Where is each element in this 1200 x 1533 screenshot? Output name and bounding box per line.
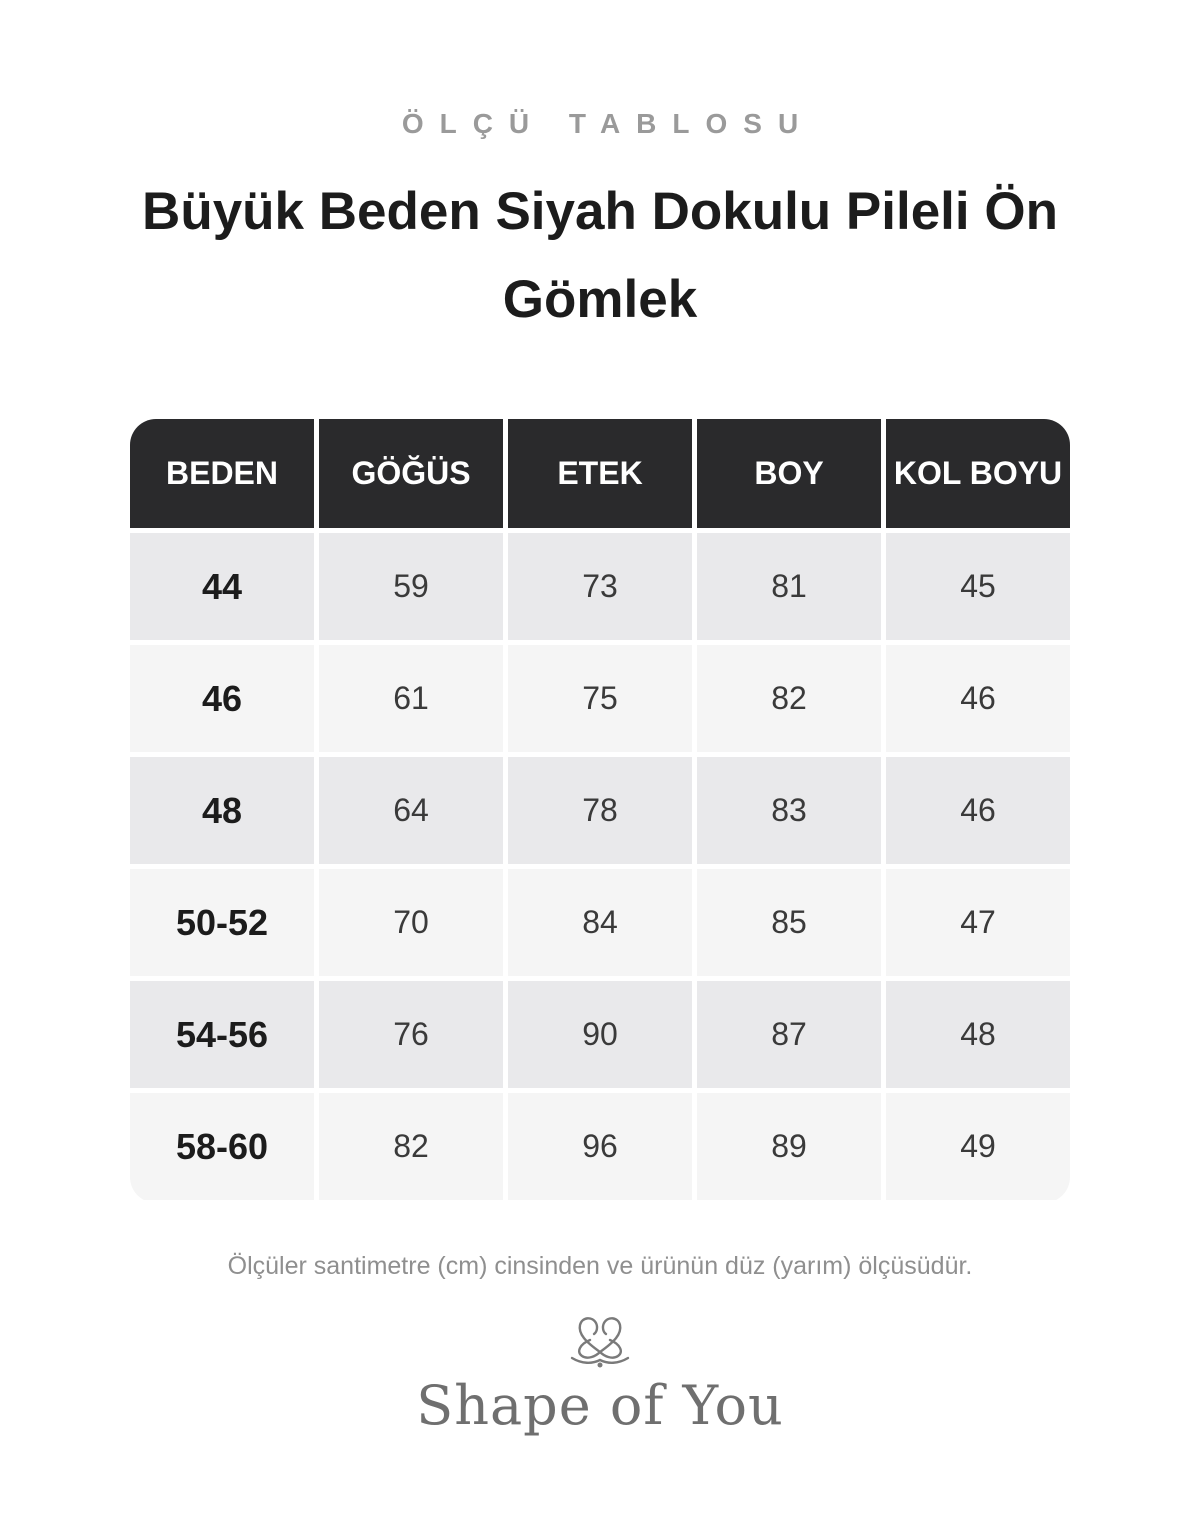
- etek-cell: 96: [508, 1093, 692, 1200]
- size-cell: 54-56: [130, 981, 314, 1088]
- boy-cell: 83: [697, 757, 881, 864]
- kol-boyu-cell: 48: [886, 981, 1070, 1088]
- gogus-cell: 70: [319, 869, 503, 976]
- measurement-note: Ölçüler santimetre (cm) cinsinden ve ürünün düz (yarım) ölçüsüdür.: [227, 1252, 973, 1280]
- boy-cell: 85: [697, 869, 881, 976]
- etek-cell: 75: [508, 645, 692, 752]
- column-header-kol-boyu: KOL BOYU: [886, 419, 1070, 528]
- table-row: [130, 1093, 1070, 1200]
- column-header-boy: BOY: [697, 419, 881, 528]
- size-cell: 50-52: [130, 869, 314, 976]
- double-heart-logo-icon: [568, 1312, 632, 1372]
- etek-cell: 78: [508, 757, 692, 864]
- size-cell: 58-60: [130, 1093, 314, 1200]
- boy-cell: 89: [697, 1093, 881, 1200]
- boy-cell: 87: [697, 981, 881, 1088]
- kol-boyu-cell: 46: [886, 645, 1070, 752]
- gogus-cell: 64: [319, 757, 503, 864]
- etek-cell: 84: [508, 869, 692, 976]
- etek-cell: 90: [508, 981, 692, 1088]
- column-header-etek: ETEK: [508, 419, 692, 528]
- size-cell: 48: [130, 757, 314, 864]
- gogus-cell: 61: [319, 645, 503, 752]
- gogus-cell: 59: [319, 533, 503, 640]
- gogus-cell: 76: [319, 981, 503, 1088]
- boy-cell: 81: [697, 533, 881, 640]
- eyebrow-label: ÖLÇÜ TABLOSU: [401, 108, 815, 139]
- kol-boyu-cell: 47: [886, 869, 1070, 976]
- page-title: Büyük Beden Siyah Dokulu Pileli Ön Gömlek: [142, 182, 1058, 329]
- size-cell: 46: [130, 645, 314, 752]
- size-table-container: [130, 419, 1070, 1203]
- size-table: [130, 419, 1070, 1203]
- kol-boyu-cell: 46: [886, 757, 1070, 864]
- table-row: [130, 869, 1070, 976]
- table-header-row: [130, 419, 1070, 528]
- gogus-cell: 82: [319, 1093, 503, 1200]
- column-header-gogus: GÖĞÜS: [319, 419, 503, 528]
- size-cell: 44: [130, 533, 314, 640]
- table-row: [130, 533, 1070, 640]
- table-row: [130, 981, 1070, 1088]
- table-row: [130, 645, 1070, 752]
- column-header-beden: BEDEN: [130, 419, 314, 528]
- brand-logo-text: Shape of You: [416, 1374, 784, 1437]
- boy-cell: 82: [697, 645, 881, 752]
- etek-cell: 73: [508, 533, 692, 640]
- kol-boyu-cell: 45: [886, 533, 1070, 640]
- kol-boyu-cell: 49: [886, 1093, 1070, 1200]
- table-row: [130, 757, 1070, 864]
